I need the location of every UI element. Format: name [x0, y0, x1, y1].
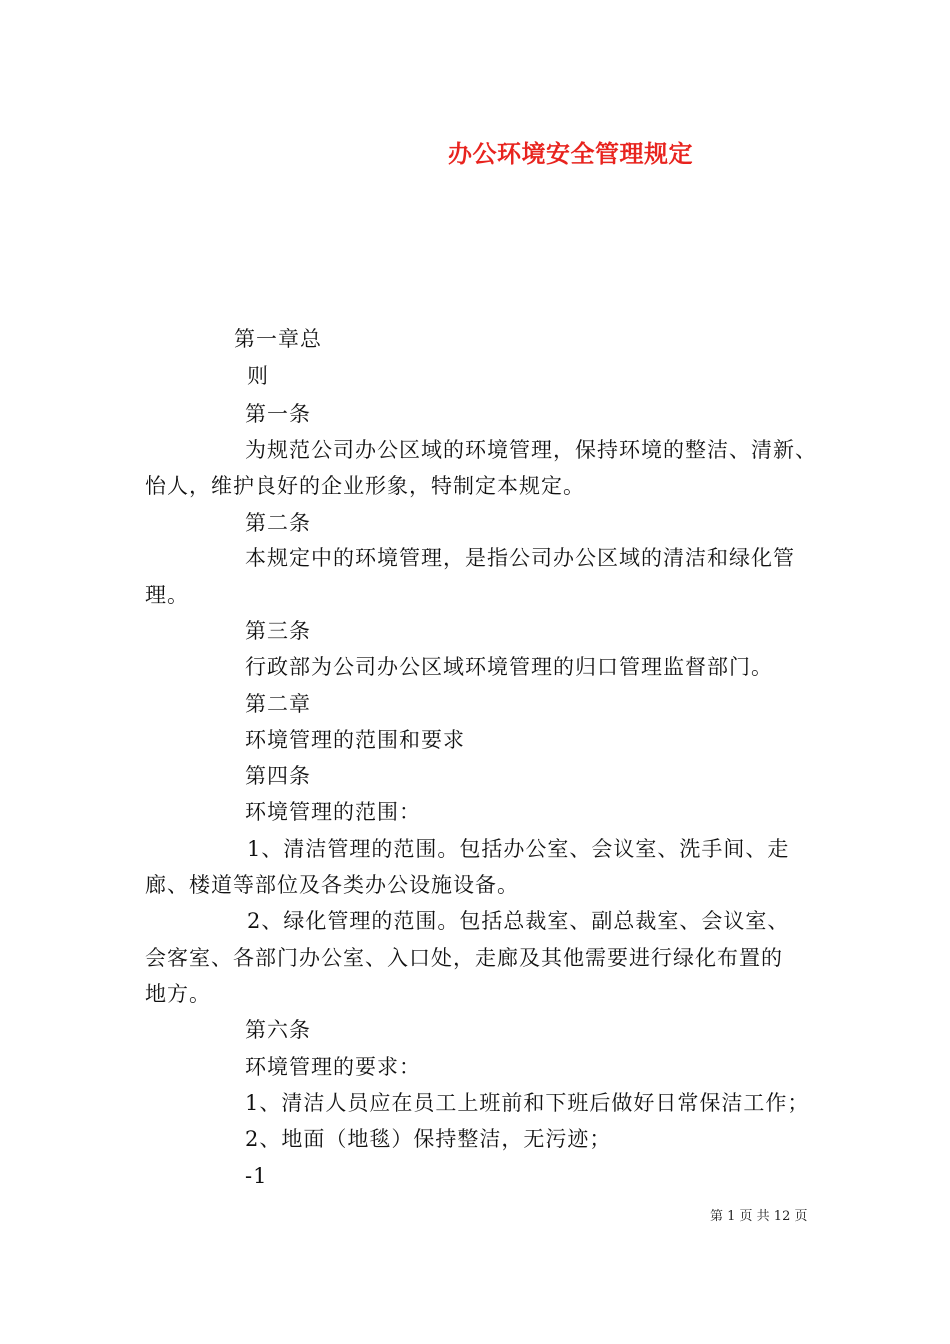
paragraph-line: 理。: [145, 583, 189, 607]
paragraph-line: 怡人，维护良好的企业形象，特制定本规定。: [145, 474, 585, 498]
article-heading: 第四条: [245, 764, 311, 788]
chapter-heading: 第二章: [245, 692, 311, 716]
list-item: 2、绿化管理的范围。包括总裁室、副总裁室、会议室、: [247, 909, 790, 933]
page-footer: 第 1 页 共 12 页: [710, 1209, 808, 1224]
list-item-continued: 地方。: [145, 982, 211, 1006]
chapter-subtitle: 环境管理的范围和要求: [245, 728, 465, 752]
paragraph-line: 环境管理的范围：: [245, 800, 421, 824]
chapter-heading-continued: 则: [247, 364, 269, 388]
paragraph-line: 本规定中的环境管理，是指公司办公区域的清洁和绿化管: [245, 546, 795, 570]
chapter-heading: 第一章总: [234, 327, 322, 351]
article-heading: 第六条: [245, 1018, 311, 1042]
paragraph-line: 行政部为公司办公区域环境管理的归口管理监督部门。: [245, 655, 773, 679]
article-heading: 第一条: [245, 402, 311, 426]
page-marker: -1: [245, 1164, 268, 1188]
list-item: 1、清洁人员应在员工上班前和下班后做好日常保洁工作；: [245, 1091, 810, 1115]
paragraph-line: 为规范公司办公区域的环境管理，保持环境的整洁、清新、: [245, 438, 817, 462]
article-heading: 第二条: [245, 511, 311, 535]
paragraph-line: 环境管理的要求：: [245, 1055, 421, 1079]
article-heading: 第三条: [245, 619, 311, 643]
document-title: 办公环境安全管理规定: [448, 139, 693, 168]
list-item-continued: 会客室、各部门办公室、入口处，走廊及其他需要进行绿化布置的: [145, 946, 783, 970]
list-item: 1、清洁管理的范围。包括办公室、会议室、洗手间、走: [247, 837, 790, 861]
list-item-continued: 廊、楼道等部位及各类办公设施设备。: [145, 873, 519, 897]
list-item: 2、地面（地毯）保持整洁，无污迹；: [245, 1127, 612, 1151]
